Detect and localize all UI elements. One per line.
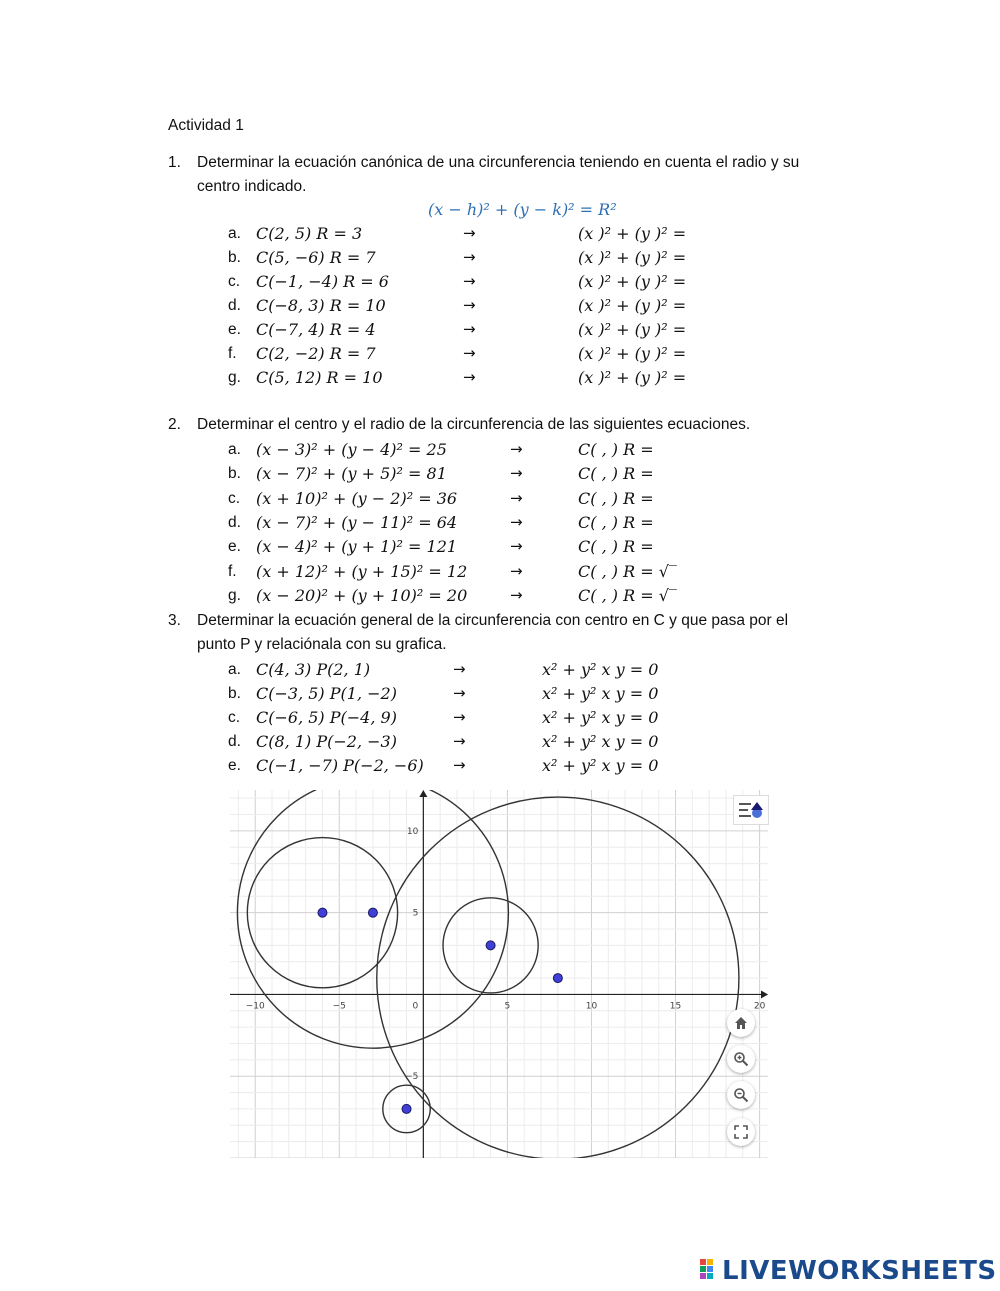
item-letter: b. (228, 465, 241, 483)
item-letter: c. (228, 273, 241, 290)
given-expression: C(5, 12) R = 10 (256, 368, 383, 387)
x-axis-arrow (761, 990, 768, 998)
given-expression: C(8, 1) P(−2, −3) (256, 732, 397, 751)
arrow-icon: → (463, 248, 476, 266)
answer-blank[interactable]: C( , ) R = (578, 537, 654, 557)
given-expression: C(2, −2) R = 7 (256, 344, 376, 363)
fullscreen-icon (734, 1125, 748, 1139)
answer-blank[interactable]: x² + y² x y = 0 (542, 756, 659, 775)
arrow-icon: → (510, 488, 523, 507)
arrow-icon: → (463, 272, 476, 290)
y-tick-label: −5 (405, 1072, 419, 1083)
answer-blank[interactable]: (x )² + (y )² = (578, 368, 687, 387)
answer-blank[interactable]: (x )² + (y )² = (578, 296, 687, 315)
given-expression: (x − 7)² + (y − 11)² = 64 (256, 512, 458, 532)
arrow-icon: → (510, 464, 523, 483)
answer-blank[interactable]: x² + y² x y = 0 (542, 684, 659, 703)
given-expression: C(−1, −7) P(−2, −6) (256, 756, 424, 775)
x-tick-label: −10 (245, 1001, 265, 1012)
arrow-icon: → (463, 320, 476, 338)
given-expression: (x + 12)² + (y + 15)² = 12 (256, 561, 468, 581)
liveworksheets-logo (700, 1256, 997, 1286)
question-text: punto P y relaciónala con su grafica. (197, 636, 447, 653)
question-number: 1. (168, 154, 181, 171)
answer-blank[interactable]: x² + y² x y = 0 (542, 732, 659, 751)
question-text: Determinar la ecuación canónica de una circunferencia teniendo en cuenta el radio y su (197, 154, 800, 171)
answer-blank[interactable]: (x )² + (y )² = (578, 320, 687, 339)
answer-blank[interactable]: C( , ) R = (578, 440, 654, 459)
given-expression: (x + 10)² + (y − 2)² = 36 (256, 488, 458, 508)
arrow-icon: → (453, 756, 466, 774)
arrow-icon: → (510, 585, 523, 604)
item-letter: e. (228, 321, 241, 338)
zoom-in-button[interactable] (727, 1045, 755, 1073)
y-tick-label: 5 (412, 908, 419, 919)
answer-blank[interactable]: (x )² + (y )² = (578, 224, 687, 243)
item-letter: d. (228, 733, 241, 750)
x-tick-label: 10 (585, 1001, 598, 1012)
center-point (553, 974, 562, 983)
arrow-icon: → (463, 296, 476, 314)
item-letter: e. (228, 538, 241, 556)
arrow-icon: → (510, 537, 523, 556)
arrow-icon: → (510, 512, 523, 531)
given-expression: C(2, 5) R = 3 (256, 224, 363, 243)
given-expression: C(5, −6) R = 7 (256, 248, 376, 267)
answer-blank[interactable]: x² + y² x y = 0 (542, 708, 659, 727)
answer-blank[interactable]: (x )² + (y )² = (578, 248, 687, 267)
given-expression: (x − 20)² + (y + 10)² = 20 (256, 585, 468, 605)
x-tick-label: 20 (753, 1001, 766, 1012)
item-letter: g. (228, 586, 241, 604)
arrow-icon: → (510, 561, 523, 580)
logo-text: LIVEWORKSHEETS (722, 1256, 997, 1286)
item-letter: g. (228, 369, 241, 386)
item-letter: c. (228, 709, 241, 726)
arrow-icon: → (453, 732, 466, 750)
answer-blank[interactable]: C( , ) R = √‾ (578, 585, 677, 605)
x-tick-label: 5 (504, 1001, 511, 1012)
arrow-icon: → (463, 344, 476, 362)
home-icon (734, 1016, 748, 1030)
arrow-icon: → (453, 708, 466, 726)
answer-blank[interactable]: C( , ) R = √‾ (578, 561, 677, 581)
x-tick-label: −5 (332, 1001, 346, 1012)
question-number: 2. (168, 416, 181, 433)
y-tick-label: 10 (406, 826, 419, 837)
y-axis-arrow (419, 790, 427, 797)
item-letter: d. (228, 297, 241, 314)
answer-blank[interactable]: (x )² + (y )² = (578, 272, 687, 291)
question-text: Determinar la ecuación general de la circunferencia con centro en C y que pasa por el (197, 612, 789, 629)
arrow-icon: → (510, 440, 523, 458)
item-letter: a. (228, 225, 241, 242)
answer-blank[interactable]: C( , ) R = (578, 464, 654, 484)
given-expression: C(−3, 5) P(1, −2) (256, 684, 397, 703)
canonical-formula: (x − h)² + (y − k)² = R² (428, 200, 617, 219)
given-expression: (x − 4)² + (y + 1)² = 121 (256, 537, 458, 557)
item-letter: a. (228, 661, 241, 678)
circle-graph[interactable] (230, 790, 768, 1158)
x-tick-label: 15 (669, 1001, 682, 1012)
center-point (402, 1104, 411, 1113)
home-button[interactable] (727, 1009, 755, 1037)
given-expression: C(−1, −4) R = 6 (256, 272, 389, 291)
menu-shapes-icon (738, 801, 764, 819)
graph-menu-button[interactable] (733, 795, 769, 825)
zoom-out-icon (733, 1087, 749, 1103)
center-point (318, 908, 327, 917)
given-expression: C(−7, 4) R = 4 (256, 320, 376, 339)
zoom-in-icon (733, 1051, 749, 1067)
given-expression: C(−8, 3) R = 10 (256, 296, 386, 315)
item-letter: a. (228, 441, 241, 458)
logo-blocks-icon (700, 1259, 722, 1283)
given-expression: C(4, 3) P(2, 1) (256, 660, 371, 679)
arrow-icon: → (463, 368, 476, 386)
x-tick-label: 0 (412, 1001, 419, 1012)
question-text: Determinar el centro y el radio de la circunferencia de las siguientes ecuaciones. (197, 416, 751, 433)
given-expression: C(−6, 5) P(−4, 9) (256, 708, 397, 727)
question-text: centro indicado. (197, 178, 307, 195)
page-heading: Actividad 1 (168, 117, 244, 134)
item-letter: b. (228, 685, 241, 702)
arrow-icon: → (463, 224, 476, 242)
answer-blank[interactable]: C( , ) R = (578, 512, 654, 532)
item-letter: f. (228, 345, 237, 362)
answer-blank[interactable]: x² + y² x y = 0 (542, 660, 659, 679)
item-letter: e. (228, 757, 241, 774)
item-letter: c. (228, 489, 241, 507)
arrow-icon: → (453, 660, 466, 678)
item-letter: f. (228, 562, 237, 580)
zoom-out-button[interactable] (727, 1081, 755, 1109)
question-number: 3. (168, 612, 181, 629)
center-point (368, 908, 377, 917)
answer-blank[interactable]: C( , ) R = (578, 488, 654, 508)
graph-canvas (230, 790, 768, 1158)
item-letter: b. (228, 249, 241, 266)
given-expression: (x − 3)² + (y − 4)² = 25 (256, 440, 447, 459)
answer-blank[interactable]: (x )² + (y )² = (578, 344, 687, 363)
arrow-icon: → (453, 684, 466, 702)
center-point (486, 941, 495, 950)
item-letter: d. (228, 513, 241, 531)
fullscreen-button[interactable] (727, 1118, 755, 1146)
given-expression: (x − 7)² + (y + 5)² = 81 (256, 464, 447, 484)
